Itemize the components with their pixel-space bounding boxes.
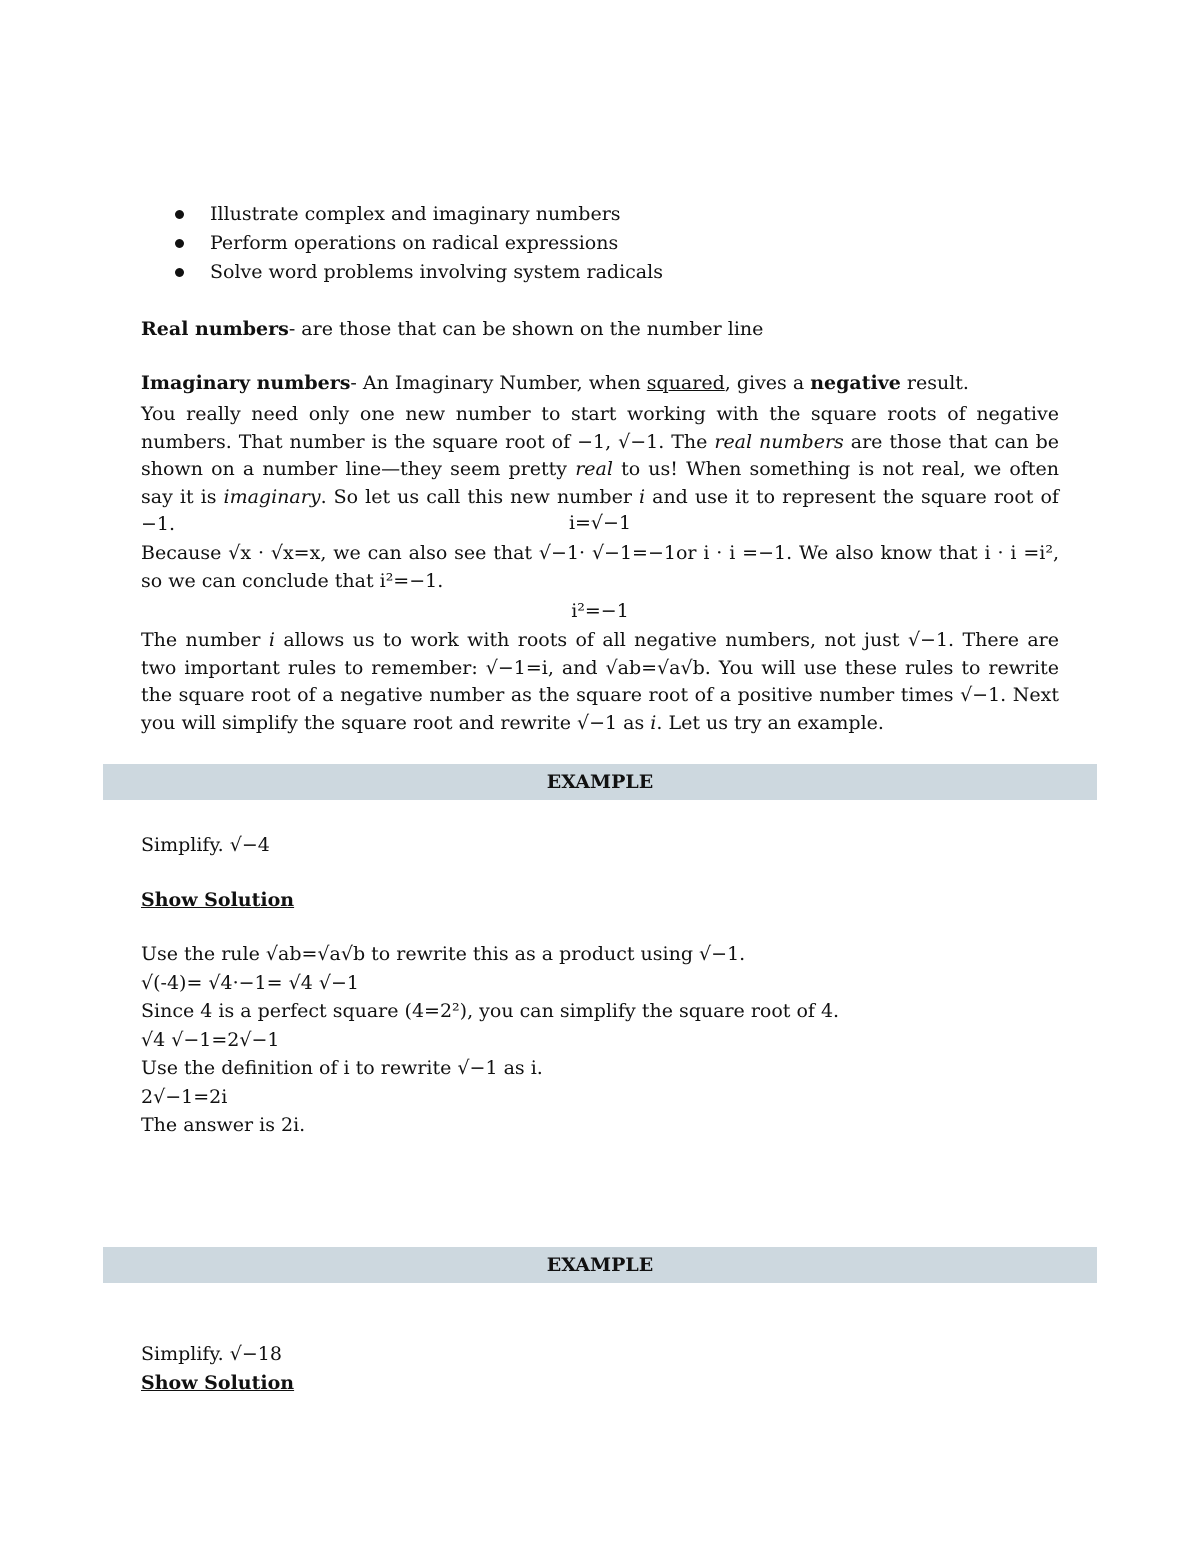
solution-line: Since 4 is a perfect square (4=2²), you can simplify the square root of 4. [141, 1000, 840, 1022]
equation-i-definition: i=√−1 [568, 512, 632, 534]
para-text: You really need only one new number to start working with the square roots of negative numbers. That number is the square root of −1, √−1. The [141, 403, 1059, 453]
solution-line: 2√−1=2i [141, 1086, 228, 1108]
para-italic: i [268, 629, 275, 651]
para-text: allows us to work with roots of all negative numbers, not just √−1. There are two important rules to remember: √−1=i, and √ab=√a√b. You will use these rules to rewrite the square root of a negative number as the square root of a positive number times √−1. Next you will simplify the square root and rewrite √−1 as [141, 629, 1059, 734]
example-banner: EXAMPLE [103, 1247, 1097, 1283]
para-italic: imaginary [223, 485, 321, 508]
para-italic: real [575, 458, 613, 480]
real-numbers-text: - are those that can be shown on the number line [288, 318, 764, 340]
solution-line: √(-4)= √4·−1= √4 √−1 [141, 972, 359, 994]
example-prompt: Simplify. √−18 [141, 1343, 282, 1365]
real-numbers-term: Real numbers [141, 318, 289, 340]
squared-word: squared [646, 372, 725, 394]
imaginary-def-text: - An Imaginary Number, when [350, 372, 647, 394]
para-italic: i [650, 711, 657, 734]
imaginary-numbers-term: Imaginary numbers [141, 372, 351, 394]
para-italic: real numbers [714, 430, 844, 453]
imaginary-def-text: result. [900, 372, 969, 394]
objective-item: Perform operations on radical expressions [170, 230, 663, 259]
para-text: . So let us call this new number [320, 485, 639, 508]
solution-answer: The answer is 2i. [141, 1114, 306, 1136]
rules-paragraph [141, 627, 1059, 737]
show-solution-link[interactable]: Show Solution [141, 889, 295, 911]
equation-i-squared: i²=−1 [571, 600, 629, 622]
solution-line: Use the rule √ab=√a√b to rewrite this as a product using √−1. [141, 943, 746, 965]
objective-item: Illustrate complex and imaginary numbers [170, 201, 663, 230]
para-text: to us! When something is not real, we often say it is [141, 458, 1059, 508]
solution-line: √4 √−1=2√−1 [141, 1029, 280, 1051]
negative-word: negative [810, 372, 901, 394]
imaginary-def-text: , gives a [724, 372, 811, 394]
para-text: The number [141, 629, 269, 651]
objectives-list [170, 201, 663, 288]
para-text: and use it to represent the square root of −1. [141, 485, 1059, 535]
para-text: are those that can be shown on a number line—they seem pretty [141, 430, 1059, 480]
show-solution-link[interactable]: Show Solution [141, 1372, 295, 1394]
real-numbers-definition [141, 318, 763, 340]
para-text: . Let us try an example. [656, 711, 884, 734]
solution-line: Use the definition of i to rewrite √−1 as i. [141, 1057, 543, 1079]
example-prompt: Simplify. √−4 [141, 834, 270, 856]
para-italic: i [638, 485, 646, 508]
imaginary-numbers-definition [141, 372, 969, 394]
because-paragraph: Because √x · √x=x, we can also see that √−1· √−1=−1or i · i =−1. We also know that i · i =i², so we can conclude that i²=−1. [141, 542, 1059, 592]
example-banner: EXAMPLE [103, 764, 1097, 800]
objective-item: Solve word problems involving system radicals [170, 259, 663, 288]
